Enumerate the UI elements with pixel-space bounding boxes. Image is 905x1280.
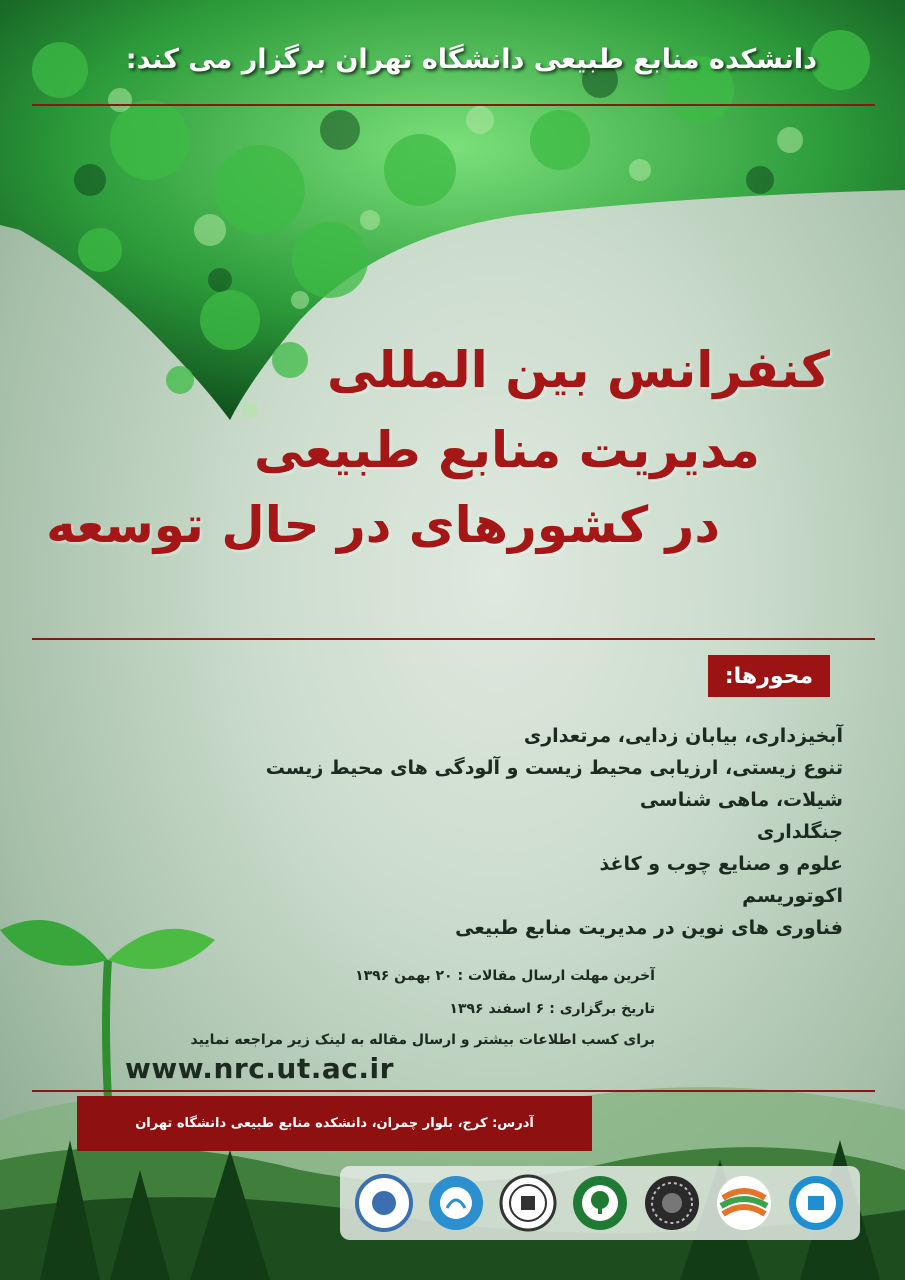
sponsor-logos xyxy=(340,1166,860,1240)
logo-4-icon xyxy=(571,1174,629,1232)
topic-item: اکوتوریسم xyxy=(742,885,843,907)
website-link[interactable]: www.nrc.ut.ac.ir xyxy=(125,1052,394,1085)
topic-item: تنوع زیستی، ارزیابی محیط زیست و آلودگی های محیط زیست xyxy=(265,757,843,779)
organizer-text: دانشکده منابع طبیعی دانشگاه تهران برگزار می کند: xyxy=(125,44,817,75)
logo-1-icon xyxy=(355,1174,413,1232)
topic-item: جنگلداری xyxy=(756,821,843,843)
more-info-text: برای کسب اطلاعات بیشتر و ارسال مقاله به لینک زیر مراجعه نمایید xyxy=(190,1032,655,1048)
event-date: تاریخ برگزاری : ۶ اسفند ۱۳۹۶ xyxy=(449,1001,655,1017)
logo-5-icon xyxy=(643,1174,701,1232)
conference-title-line1: کنفرانس بین المللی xyxy=(326,341,830,399)
topic-item: علوم و صنایع چوب و کاغذ xyxy=(599,853,843,875)
bottom-divider xyxy=(32,1090,875,1092)
conference-title-line3: در کشورهای در حال توسعه xyxy=(46,496,720,554)
topics-list xyxy=(203,720,843,944)
logo-7-icon xyxy=(787,1174,845,1232)
topic-item: شیلات، ماهی شناسی xyxy=(639,789,843,811)
logo-2-icon xyxy=(427,1174,485,1232)
conference-title-line2: مدیریت منابع طبیعی xyxy=(253,421,760,479)
topic-item: آبخیزداری، بیابان زدایی، مرتعداری xyxy=(523,725,843,747)
logo-3-icon xyxy=(499,1174,557,1232)
middle-divider xyxy=(32,638,875,640)
topics-label: محورها: xyxy=(708,655,830,697)
top-divider xyxy=(32,104,875,106)
address-box: آدرس: کرج، بلوار چمران، دانشکده منابع طبیعی دانشگاه تهران xyxy=(77,1096,592,1151)
topic-item: فناوری های نوین در مدیریت منابع طبیعی xyxy=(455,917,843,939)
logo-6-icon xyxy=(715,1174,773,1232)
submission-deadline: آخرین مهلت ارسال مقالات : ۲۰ بهمن ۱۳۹۶ xyxy=(355,968,655,984)
